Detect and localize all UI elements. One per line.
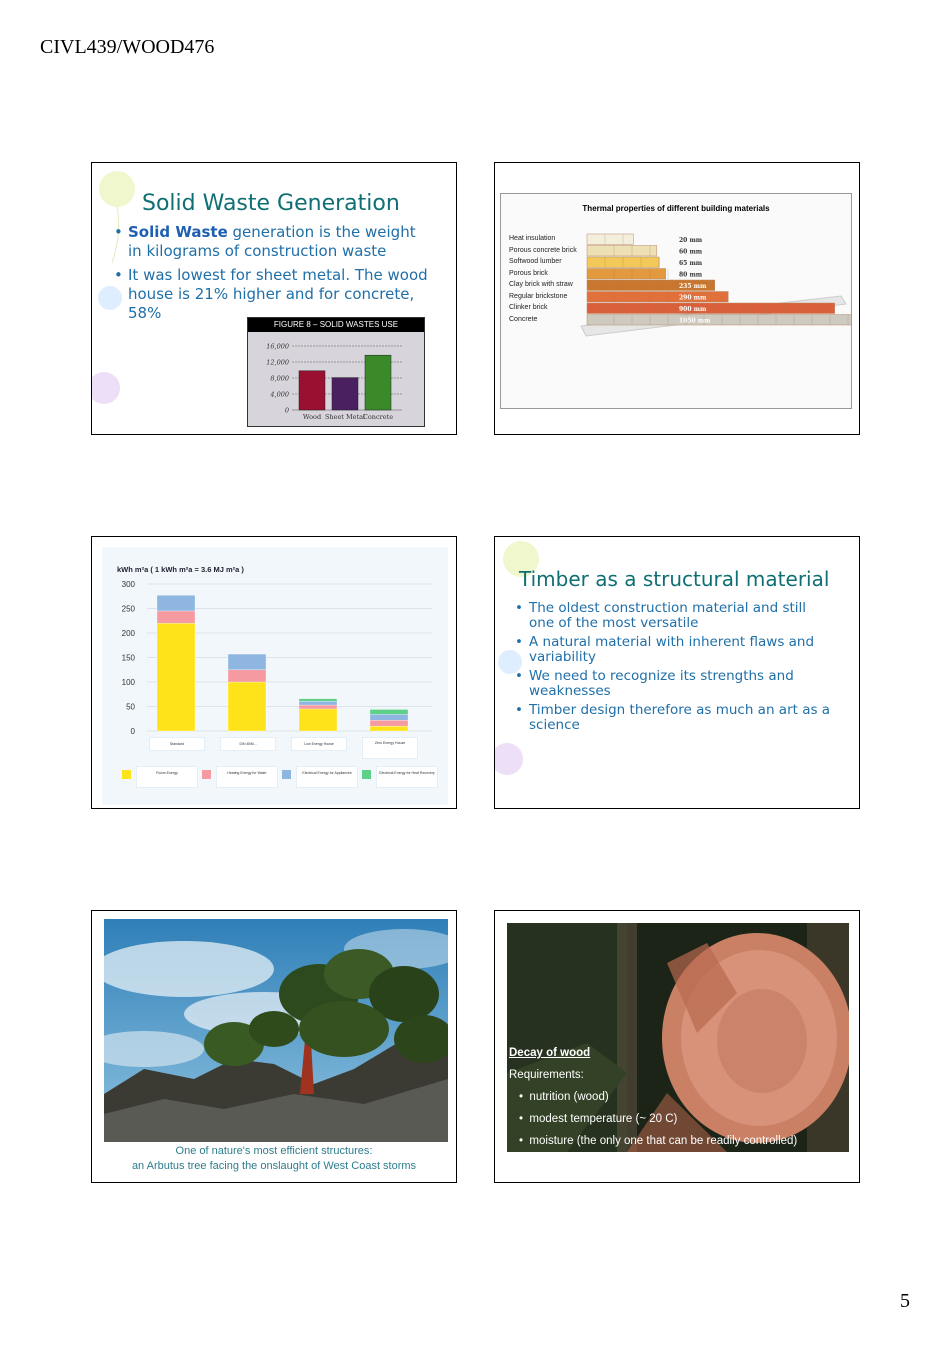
material-bar <box>587 269 666 280</box>
stacked-bar-segment <box>228 682 266 731</box>
y-tick-label: 100 <box>121 678 135 687</box>
stacked-bar-segment <box>157 595 195 611</box>
energy-figure <box>102 547 448 805</box>
material-bar <box>587 303 835 314</box>
bullet-text: generation is the weight in kilograms of construction waste <box>128 223 416 260</box>
material-bar <box>587 315 851 326</box>
requirement-item: • modest temperature (~ 20 C) <box>519 1113 678 1125</box>
y-tick-label: 200 <box>121 629 135 638</box>
requirements-label: Requirements: <box>509 1069 584 1081</box>
thickness-label: 60 mm <box>679 248 703 256</box>
thickness-label: 65 mm <box>679 260 703 267</box>
thickness-label: 1050 mm <box>679 317 711 325</box>
stacked-bar-segment <box>228 654 266 670</box>
bullet-list <box>114 223 434 328</box>
stacked-bar-segment <box>370 714 408 720</box>
thermal-bricks-chart <box>501 194 851 408</box>
legend-swatch <box>202 770 211 779</box>
bar-concrete <box>365 355 391 410</box>
y-tick-label: 12,000 <box>266 358 289 367</box>
material-label: Clay brick with straw <box>509 281 573 288</box>
legend-swatch <box>282 770 291 779</box>
y-tick-label: 8,000 <box>270 374 289 383</box>
bar-sheet-metal <box>332 378 358 410</box>
legend-label: Room Energy <box>136 766 198 788</box>
photo-caption-line1: One of nature's most efficient structures: <box>175 1145 373 1157</box>
thickness-label: 235 mm <box>679 283 707 290</box>
requirement-item: • moisture (the only one that can be readily controlled) <box>519 1135 798 1147</box>
material-bar <box>587 292 728 303</box>
bar-wood <box>299 371 325 410</box>
slide-decay-of-wood <box>494 910 860 1183</box>
y-tick-label: 4,000 <box>270 390 289 399</box>
arbutus-tree-photo <box>104 919 448 1142</box>
y-axis-title: kWh m²a ( 1 kWh m²a = 3.6 MJ m²a ) <box>117 565 244 574</box>
y-tick-label: 150 <box>121 653 135 663</box>
stacked-bar-segment <box>228 670 266 682</box>
solid-waste-inset-chart <box>247 317 425 427</box>
stacked-bar-segment <box>157 623 195 731</box>
bullet-list <box>515 601 835 737</box>
y-tick-label: 50 <box>126 702 135 712</box>
slide-energy-chart <box>91 536 457 809</box>
legend-swatch <box>122 770 131 779</box>
inset-chart-title: FIGURE 8 – SOLID WASTES USE <box>248 318 424 332</box>
bullet-item <box>114 266 434 323</box>
y-tick-label: 250 <box>121 604 135 614</box>
slide-thermal-properties <box>494 162 860 435</box>
x-category-label: Zero Energy House <box>362 737 418 759</box>
stacked-bar-segment <box>299 705 337 709</box>
bullet-item: • The oldest construction material and still one of the most versatile <box>515 601 835 631</box>
material-label: Concrete <box>509 315 538 323</box>
stacked-bar-segment <box>157 611 195 623</box>
x-tick-label: Wood <box>302 413 322 421</box>
y-tick-label: 0 <box>284 406 289 415</box>
thermal-figure <box>500 193 852 409</box>
requirement-item: • nutrition (wood) <box>519 1091 609 1103</box>
material-bar <box>587 246 657 257</box>
legend-label: Heating Energy for Water <box>216 766 278 788</box>
legend-label: Electrical Energy for Appliances <box>296 766 358 788</box>
stacked-bar-segment <box>370 709 408 714</box>
bullet-item: • Timber design therefore as much an art as a science <box>515 703 835 733</box>
thickness-label: 290 mm <box>679 294 707 302</box>
material-label: Clinker brick <box>509 304 548 311</box>
y-tick-label: 0 <box>130 727 135 736</box>
x-category-label: Standard <box>149 737 205 751</box>
bullet-item: • We need to recognize its strengths and weaknesses <box>515 669 835 699</box>
requirement-text: nutrition (wood) <box>529 1091 609 1103</box>
stacked-bar-segment <box>299 709 337 731</box>
x-category-label: DIN 4BM... <box>220 737 276 751</box>
x-tick-label: Concrete <box>362 413 394 421</box>
slide-arbutus-tree <box>91 910 457 1183</box>
requirement-text: modest temperature (~ 20 C) <box>529 1113 678 1125</box>
decay-heading: Decay of wood <box>509 1047 591 1059</box>
slide-timber <box>494 536 860 809</box>
material-label: Porous brick <box>509 269 548 277</box>
material-label: Heat insulation <box>509 235 556 242</box>
slide-title: Solid Waste Generation <box>142 191 400 216</box>
stacked-bar-segment <box>299 699 337 701</box>
requirement-text: moisture (the only one that can be readily controlled) <box>529 1135 798 1147</box>
x-tick-label: Sheet Metal <box>324 413 366 421</box>
material-label: Softwood lumber <box>509 258 562 265</box>
bullet-item: • A natural material with inherent flaws and variability <box>515 635 835 665</box>
material-label: Porous concrete brick <box>509 246 577 254</box>
figure-title: Thermal properties of different building materials <box>582 204 770 213</box>
material-bar <box>587 234 633 245</box>
stacked-bar-segment <box>370 720 408 726</box>
legend-swatch <box>362 770 371 779</box>
slide-title: Timber as a structural material <box>519 567 830 591</box>
material-label: Regular brickstone <box>509 292 568 300</box>
photo-caption-line2: an Arbutus tree facing the onslaught of West Coast storms <box>131 1160 417 1172</box>
slide-solid-waste <box>91 162 457 435</box>
x-category-label: Low Energy House <box>291 737 347 751</box>
bullet-item <box>114 223 434 261</box>
thickness-label: 20 mm <box>679 237 703 244</box>
bullet-bold-term: Solid Waste <box>128 223 228 241</box>
page-number: 5 <box>900 1290 910 1312</box>
bullet-text: It was lowest for sheet metal. The wood house is 21% higher and for concrete, 58% <box>128 266 428 322</box>
waste-bar-chart <box>248 332 424 426</box>
y-tick-label: 300 <box>121 580 135 589</box>
thickness-label: 900 mm <box>679 306 707 313</box>
y-tick-label: 16,000 <box>266 342 289 351</box>
thickness-label: 80 mm <box>679 271 703 279</box>
course-header: CIVL439/WOOD476 <box>40 36 215 58</box>
stacked-bar-segment <box>370 726 408 731</box>
legend-label: Electrical Energy for Heat Recovery <box>376 766 438 788</box>
stacked-bar-segment <box>299 701 337 705</box>
